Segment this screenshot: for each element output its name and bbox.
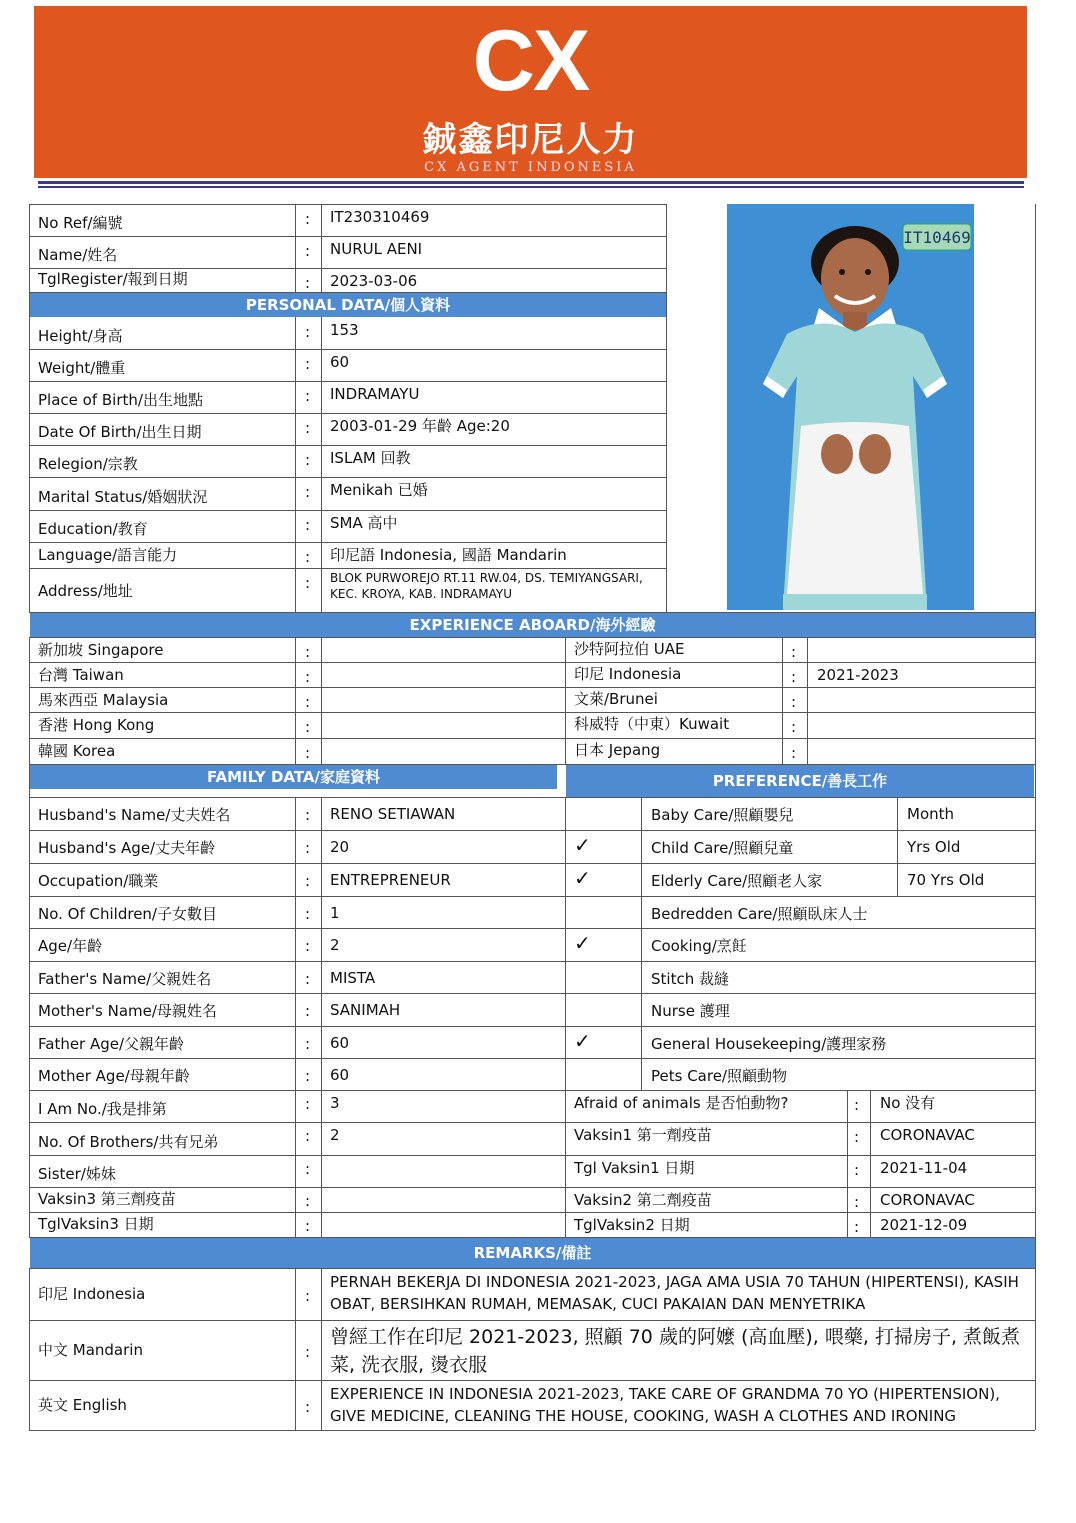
colon: : [305, 516, 311, 534]
family-value: 20 [330, 838, 350, 856]
candidate-photo [727, 204, 974, 610]
table-rule [29, 1090, 30, 1237]
field-value: IT230310469 [330, 208, 430, 226]
table-rule [29, 1268, 1035, 1269]
preference-skill: Pets Care/照顧動物 [651, 1067, 787, 1085]
colon: : [305, 1217, 311, 1235]
field-label: Marital Status/婚姻狀況 [38, 488, 208, 506]
preference-skill: Child Care/照顧兒童 [651, 839, 794, 857]
field-label: Place of Birth/出生地點 [38, 391, 203, 409]
field-value: ISLAM 回教 [330, 449, 411, 467]
colon: : [305, 323, 311, 341]
table-rule [29, 204, 30, 612]
experience-country: 韓國 Korea [38, 742, 116, 760]
colon: : [305, 548, 311, 566]
family-label: Mother Age/母親年齡 [38, 1067, 190, 1085]
preference-checkmark: ✓ [574, 833, 591, 857]
colon: : [305, 1160, 311, 1178]
colon: : [305, 1287, 311, 1305]
table-rule [29, 1155, 1035, 1156]
field-value: CORONAVAC [880, 1126, 975, 1144]
field-label: No Ref/編號 [38, 214, 123, 232]
table-rule [29, 510, 666, 511]
remark-language: 印尼 Indonesia [38, 1285, 146, 1303]
family-value: SANIMAH [330, 1001, 401, 1019]
photo-tag: IT10469 [903, 228, 971, 247]
table-rule [29, 738, 1035, 739]
experience-country: 馬來西亞 Malaysia [38, 691, 169, 709]
field-label: Vaksin3 第三劑疫苗 [38, 1190, 176, 1208]
field-label: Height/身高 [38, 327, 123, 345]
family-label: Age/年齡 [38, 937, 103, 955]
field-value: NURUL AENI [330, 240, 423, 258]
family-value: 60 [330, 1066, 350, 1084]
field-label: Name/姓名 [38, 246, 118, 264]
family-label: No. Of Children/子女數目 [38, 905, 217, 923]
colon: : [305, 839, 311, 857]
experience-country: 科威特（中東）Kuwait [574, 715, 730, 733]
colon: : [305, 970, 311, 988]
preference-age: Month [907, 805, 955, 823]
table-rule [29, 637, 30, 764]
colon: : [854, 1193, 860, 1211]
colon: : [305, 1343, 311, 1361]
preference-skill: Baby Care/照顧嬰兒 [651, 806, 794, 824]
colon: : [854, 1096, 860, 1114]
colon: : [305, 210, 311, 228]
preference-skill: Elderly Care/照顧老人家 [651, 872, 823, 890]
header-rule [38, 181, 1024, 184]
table-rule [295, 797, 296, 1090]
field-value: 2021-11-04 [880, 1159, 968, 1177]
table-rule [897, 797, 898, 896]
colon: : [791, 668, 797, 686]
table-rule [29, 204, 666, 205]
colon: : [305, 643, 311, 661]
header-banner [34, 6, 1027, 178]
experience-country: 文萊/Brunei [574, 690, 658, 708]
table-rule [29, 1430, 1035, 1431]
header-rule [38, 186, 1024, 188]
colon: : [791, 744, 797, 762]
section-header-preference: PREFERENCE/善長工作 [566, 765, 1034, 797]
preference-checkmark: ✓ [574, 1029, 591, 1053]
remark-text: 曾經工作在印尼 2021-2023, 照顧 70 歲的阿嬤 (高血壓), 喂藥, 打掃房子, 煮飯煮菜, 洗衣服, 燙衣服 [330, 1326, 1021, 1376]
field-label: Date Of Birth/出生日期 [38, 423, 202, 441]
experience-country: 香港 Hong Kong [38, 716, 155, 734]
table-rule [29, 765, 30, 1090]
field-value: 印尼語 Indonesia, 國語 Mandarin [330, 546, 567, 564]
section-header-experience: EXPERIENCE ABOARD/海外經驗 [30, 613, 1035, 637]
field-label: TglRegister/報到日期 [38, 270, 188, 288]
table-rule [29, 477, 666, 478]
table-rule [29, 1122, 1035, 1123]
table-rule [29, 712, 1035, 713]
preference-skill: Nurse 護理 [651, 1002, 730, 1020]
colon: : [305, 718, 311, 736]
colon: : [305, 1398, 311, 1416]
field-label: Vaksin2 第二劑疫苗 [574, 1191, 712, 1209]
field-label: Afraid of animals 是否怕動物? [574, 1094, 789, 1112]
family-label: Father Age/父親年齡 [38, 1035, 185, 1053]
section-header-personal: PERSONAL DATA/個人資料 [30, 293, 666, 317]
field-value: SMA 高中 [330, 514, 398, 532]
field-value: 3 [330, 1094, 340, 1112]
field-value: 60 [330, 353, 350, 371]
table-rule [321, 637, 322, 764]
field-value: 153 [330, 321, 359, 339]
field-value: 2003-01-29 年齡 Age:20 [330, 417, 510, 435]
preference-checkmark: ✓ [574, 866, 591, 890]
field-label: TglVaksin2 日期 [574, 1216, 690, 1234]
family-label: Husband's Age/丈夫年齡 [38, 839, 216, 857]
preference-skill: Stitch 裁縫 [651, 970, 729, 988]
colon: : [305, 1192, 311, 1210]
preference-skill: Bedredden Care/照顧臥床人士 [651, 905, 868, 923]
field-value: BLOK PURWOREJO RT.11 RW.04, DS. TEMIYANGSARI, KEC. KROYA, KAB. INDRAMAYU [330, 571, 643, 601]
field-value: 2023-03-06 [330, 272, 418, 290]
table-rule [295, 317, 296, 612]
experience-country: 日本 Jepang [574, 741, 661, 759]
table-rule [29, 1026, 1035, 1027]
colon: : [305, 1002, 311, 1020]
table-rule [321, 1268, 322, 1430]
family-value: MISTA [330, 969, 376, 987]
family-value: 1 [330, 904, 340, 922]
table-rule [321, 1090, 322, 1237]
family-label: Father's Name/父親姓名 [38, 970, 212, 988]
table-rule [295, 1268, 296, 1430]
field-label: I Am No./我是排第 [38, 1100, 167, 1118]
section-header-remarks: REMARKS/備註 [30, 1238, 1035, 1268]
remark-language: 中文 Mandarin [38, 1341, 143, 1359]
experience-years: 2021-2023 [817, 666, 899, 684]
family-value: 60 [330, 1034, 350, 1052]
field-label: Address/地址 [38, 582, 133, 600]
table-rule [29, 1212, 1035, 1213]
table-rule [29, 830, 1035, 831]
table-rule [641, 797, 642, 1090]
colon: : [854, 1218, 860, 1236]
table-rule [565, 797, 566, 1090]
colon: : [305, 1095, 311, 1113]
family-value: ENTREPRENEUR [330, 871, 451, 889]
preference-age: Yrs Old [907, 838, 961, 856]
colon: : [854, 1128, 860, 1146]
experience-country: 沙特阿拉伯 UAE [574, 640, 685, 658]
table-rule [782, 637, 783, 764]
remark-text: PERNAH BEKERJA DI INDONESIA 2021-2023, JAGA AMA USIA 70 TAHUN (HIPERTENSI), KASIH OBAT, BERSIHKAN RUMAH, MEMASAK, CUCI PAKAIAN DAN MENYETRIKA [330, 1273, 1019, 1313]
table-rule [870, 1090, 871, 1237]
colon: : [305, 419, 311, 437]
remark-text: EXPERIENCE IN INDONESIA 2021-2023, TAKE CARE OF GRANDMA 70 YO (HIPERTENSION), GIVE MEDICINE, CLEANING THE HOUSE, COOKING, WASH A CLOTHES AND IRONING [330, 1385, 1000, 1425]
table-rule [321, 204, 322, 292]
family-value: RENO SETIAWAN [330, 805, 456, 823]
preference-skill: General Housekeeping/護理家務 [651, 1035, 887, 1053]
table-rule [29, 445, 666, 446]
table-rule [29, 1058, 1035, 1059]
table-rule [29, 896, 1035, 897]
colon: : [305, 1067, 311, 1085]
experience-country: 新加坡 Singapore [38, 641, 164, 659]
table-rule [847, 1090, 848, 1237]
field-label: Education/教育 [38, 520, 148, 538]
colon: : [305, 242, 311, 260]
table-rule [29, 863, 1035, 864]
colon: : [305, 274, 311, 292]
colon: : [791, 643, 797, 661]
colon: : [305, 872, 311, 890]
family-label: Occupation/職業 [38, 872, 159, 890]
family-label: Husband's Name/丈夫姓名 [38, 806, 231, 824]
colon: : [854, 1161, 860, 1179]
table-rule [29, 381, 666, 382]
field-label: Relegion/宗教 [38, 455, 138, 473]
table-rule [29, 268, 666, 269]
table-rule [29, 961, 1035, 962]
table-rule [29, 1090, 1035, 1091]
table-rule [29, 1187, 1035, 1188]
field-label: Tgl Vaksin1 日期 [574, 1159, 695, 1177]
field-label: Weight/體重 [38, 359, 126, 377]
cx-logo: CX [472, 13, 589, 109]
family-label: Mother's Name/母親姓名 [38, 1002, 217, 1020]
table-rule [565, 1090, 566, 1237]
colon: : [305, 937, 311, 955]
field-label: TglVaksin3 日期 [38, 1215, 154, 1233]
candidate-photo-illustration [727, 204, 974, 610]
colon: : [305, 483, 311, 501]
colon: : [305, 451, 311, 469]
colon: : [305, 1035, 311, 1053]
colon: : [305, 355, 311, 373]
colon: : [305, 574, 311, 592]
colon: : [305, 744, 311, 762]
table-rule [295, 1090, 296, 1237]
field-value: CORONAVAC [880, 1191, 975, 1209]
brand-chinese-name: 鋮鑫印尼人力 [422, 120, 639, 160]
field-value: INDRAMAYU [330, 385, 420, 403]
preference-age: 70 Yrs Old [907, 871, 985, 889]
table-rule [29, 662, 1035, 663]
table-rule [29, 687, 1035, 688]
remark-language: 英文 English [38, 1396, 127, 1414]
colon: : [305, 387, 311, 405]
table-rule [29, 236, 666, 237]
preference-checkmark: ✓ [574, 931, 591, 955]
table-rule [29, 413, 666, 414]
field-label: Language/語言能力 [38, 546, 178, 564]
field-value: Menikah 已婚 [330, 481, 428, 499]
table-rule [29, 568, 666, 569]
table-rule [295, 637, 296, 764]
table-rule [295, 204, 296, 292]
family-value: 2 [330, 936, 340, 954]
table-rule [29, 1380, 1035, 1381]
colon: : [305, 1127, 311, 1145]
table-rule [321, 317, 322, 612]
preference-skill: Cooking/烹飪 [651, 937, 747, 955]
colon: : [305, 693, 311, 711]
table-rule [29, 928, 1035, 929]
table-rule [29, 993, 1035, 994]
table-rule [29, 1320, 1035, 1321]
table-rule [29, 1268, 30, 1430]
section-header-family: FAMILY DATA/家庭資料 [30, 765, 557, 789]
table-rule [321, 797, 322, 1090]
experience-country: 台灣 Taiwan [38, 666, 124, 684]
colon: : [791, 718, 797, 736]
table-rule [807, 637, 808, 764]
colon: : [791, 693, 797, 711]
table-rule [565, 637, 566, 764]
field-label: Sister/姊妹 [38, 1165, 116, 1183]
field-value: 2021-12-09 [880, 1216, 968, 1234]
experience-country: 印尼 Indonesia [574, 665, 682, 683]
field-label: Vaksin1 第一劑疫苗 [574, 1126, 712, 1144]
table-rule [666, 204, 667, 612]
table-rule [29, 349, 666, 350]
table-rule [1035, 204, 1036, 1430]
colon: : [305, 905, 311, 923]
field-value: 2 [330, 1126, 340, 1144]
field-value: No 没有 [880, 1094, 936, 1112]
colon: : [305, 806, 311, 824]
brand-english-name: CX AGENT INDONESIA [424, 160, 637, 175]
table-rule [29, 797, 1035, 798]
table-rule [29, 542, 666, 543]
table-rule [29, 637, 1035, 638]
colon: : [305, 668, 311, 686]
field-label: No. Of Brothers/共有兄弟 [38, 1133, 219, 1151]
